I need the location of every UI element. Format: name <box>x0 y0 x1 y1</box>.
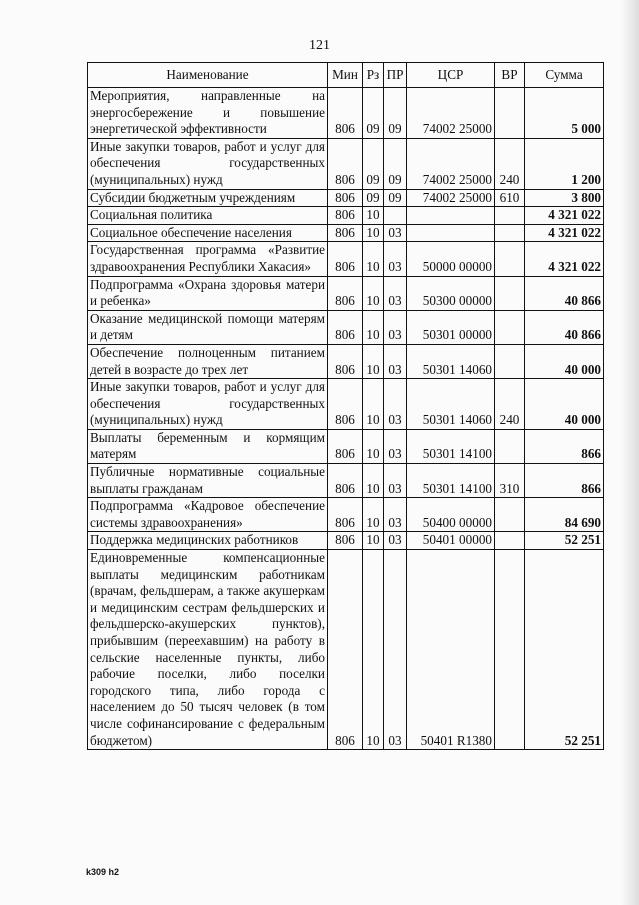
cell-name: Поддержка медицинских работников <box>88 532 328 550</box>
cell-sum: 40 866 <box>525 276 604 310</box>
cell-name: Социальное обеспечение населения <box>88 224 328 242</box>
cell-min: 806 <box>328 276 363 310</box>
cell-csr <box>407 207 495 225</box>
cell-rz: 10 <box>363 276 384 310</box>
cell-pr: 03 <box>384 224 407 242</box>
cell-pr: 03 <box>384 429 407 463</box>
cell-name: Иные закупки товаров, работ и услуг для обеспечения государственных (муниципальных) нужд <box>88 379 328 430</box>
cell-rz: 10 <box>363 464 384 498</box>
cell-min: 806 <box>328 88 363 139</box>
table-row <box>88 464 604 498</box>
cell-csr: 50400 00000 <box>407 498 495 532</box>
cell-vr <box>495 532 525 550</box>
cell-pr: 03 <box>384 532 407 550</box>
cell-vr: 240 <box>495 379 525 430</box>
cell-rz: 09 <box>363 88 384 139</box>
cell-min: 806 <box>328 498 363 532</box>
cell-name: Подпрограмма «Охрана здоровья матери и ребенка» <box>88 276 328 310</box>
cell-name: Обеспечение полноценным питанием детей в возрасте до трех лет <box>88 344 328 378</box>
cell-rz: 10 <box>363 498 384 532</box>
cell-pr: 03 <box>384 379 407 430</box>
cell-min: 806 <box>328 207 363 225</box>
header-rz: Рз <box>363 63 384 88</box>
cell-pr: 09 <box>384 189 407 207</box>
table-row <box>88 498 604 532</box>
cell-rz: 10 <box>363 532 384 550</box>
cell-vr <box>495 498 525 532</box>
cell-min: 806 <box>328 464 363 498</box>
cell-name: Оказание медицинской помощи матерям и детям <box>88 310 328 344</box>
table-row <box>88 310 604 344</box>
header-csr: ЦСР <box>407 63 495 88</box>
page-number: 121 <box>309 38 330 53</box>
cell-name: Социальная политика <box>88 207 328 225</box>
cell-sum: 866 <box>525 464 604 498</box>
cell-sum: 52 251 <box>525 532 604 550</box>
cell-sum: 4 321 022 <box>525 207 604 225</box>
cell-csr: 74002 25000 <box>407 189 495 207</box>
table-row <box>88 276 604 310</box>
cell-sum: 3 800 <box>525 189 604 207</box>
cell-sum: 1 200 <box>525 138 604 189</box>
cell-csr: 50301 14060 <box>407 344 495 378</box>
cell-sum: 5 000 <box>525 88 604 139</box>
cell-min: 806 <box>328 224 363 242</box>
cell-min: 806 <box>328 138 363 189</box>
cell-pr: 03 <box>384 498 407 532</box>
cell-name: Государственная программа «Развитие здравоохранения Республики Хакасия» <box>88 242 328 276</box>
cell-csr: 50301 14060 <box>407 379 495 430</box>
cell-pr: 09 <box>384 138 407 189</box>
table-row <box>88 224 604 242</box>
cell-pr: 03 <box>384 550 407 750</box>
cell-rz: 09 <box>363 138 384 189</box>
cell-min: 806 <box>328 344 363 378</box>
cell-name: Субсидии бюджетным учреждениям <box>88 189 328 207</box>
cell-sum: 4 321 022 <box>525 242 604 276</box>
cell-rz: 10 <box>363 242 384 276</box>
table-row <box>88 344 604 378</box>
cell-sum: 52 251 <box>525 550 604 750</box>
cell-vr <box>495 207 525 225</box>
cell-pr: 03 <box>384 310 407 344</box>
cell-pr: 09 <box>384 88 407 139</box>
table-row <box>88 550 604 750</box>
cell-sum: 40 866 <box>525 310 604 344</box>
cell-csr: 50301 14100 <box>407 464 495 498</box>
table-body <box>88 88 604 750</box>
cell-csr: 74002 25000 <box>407 138 495 189</box>
table-row <box>88 429 604 463</box>
cell-rz: 10 <box>363 379 384 430</box>
footer-code: k309 h2 <box>86 867 120 877</box>
cell-min: 806 <box>328 532 363 550</box>
cell-pr: 03 <box>384 344 407 378</box>
cell-rz: 10 <box>363 224 384 242</box>
cell-min: 806 <box>328 379 363 430</box>
cell-sum: 40 000 <box>525 379 604 430</box>
cell-vr <box>495 276 525 310</box>
cell-vr <box>495 88 525 139</box>
cell-min: 806 <box>328 189 363 207</box>
cell-csr: 50300 00000 <box>407 276 495 310</box>
cell-rz: 10 <box>363 344 384 378</box>
table-row <box>88 532 604 550</box>
cell-vr: 610 <box>495 189 525 207</box>
cell-rz: 10 <box>363 429 384 463</box>
cell-rz: 10 <box>363 310 384 344</box>
cell-vr: 310 <box>495 464 525 498</box>
cell-rz: 10 <box>363 207 384 225</box>
cell-pr: 03 <box>384 464 407 498</box>
cell-min: 806 <box>328 242 363 276</box>
header-vr: ВР <box>495 63 525 88</box>
cell-vr <box>495 429 525 463</box>
cell-csr: 50000 00000 <box>407 242 495 276</box>
cell-rz: 10 <box>363 550 384 750</box>
budget-table <box>87 62 604 750</box>
table-row <box>88 242 604 276</box>
cell-vr <box>495 224 525 242</box>
table-row <box>88 207 604 225</box>
cell-min: 806 <box>328 550 363 750</box>
header-min: Мин <box>328 63 363 88</box>
table-row <box>88 189 604 207</box>
cell-min: 806 <box>328 429 363 463</box>
cell-vr <box>495 344 525 378</box>
cell-pr <box>384 207 407 225</box>
cell-vr <box>495 310 525 344</box>
header-pr: ПР <box>384 63 407 88</box>
table-row <box>88 88 604 139</box>
header-name: Наименование <box>88 63 328 88</box>
cell-csr: 50301 14100 <box>407 429 495 463</box>
cell-csr: 74002 25000 <box>407 88 495 139</box>
table-row <box>88 138 604 189</box>
cell-sum: 84 690 <box>525 498 604 532</box>
table-header-row <box>88 63 604 88</box>
header-sum: Сумма <box>525 63 604 88</box>
cell-csr: 50401 R1380 <box>407 550 495 750</box>
cell-min: 806 <box>328 310 363 344</box>
cell-pr: 03 <box>384 242 407 276</box>
cell-csr: 50301 00000 <box>407 310 495 344</box>
cell-name: Выплаты беременным и кормящим матерям <box>88 429 328 463</box>
cell-vr <box>495 550 525 750</box>
cell-name: Единовременные компенсационные выплаты медицинским работникам (врачам, фельдшерам, а также акушеркам и медицинским сестрам фельдшерских и фельдшерско-акушерских пунктов), прибывшим (переехавшим) на работу в сельские населенные пункты, либо рабочие поселки, либо поселки городского типа, либо города с населением до 50 тысяч человек (в том числе софинансирование с федеральным бюджетом) <box>88 550 328 750</box>
cell-sum: 4 321 022 <box>525 224 604 242</box>
cell-pr: 03 <box>384 276 407 310</box>
cell-vr: 240 <box>495 138 525 189</box>
table-row <box>88 379 604 430</box>
cell-name: Иные закупки товаров, работ и услуг для обеспечения государственных (муниципальных) нужд <box>88 138 328 189</box>
cell-csr <box>407 224 495 242</box>
cell-vr <box>495 242 525 276</box>
cell-rz: 09 <box>363 189 384 207</box>
cell-csr: 50401 00000 <box>407 532 495 550</box>
cell-name: Подпрограмма «Кадровое обеспечение системы здравоохранения» <box>88 498 328 532</box>
cell-sum: 866 <box>525 429 604 463</box>
cell-name: Публичные нормативные социальные выплаты гражданам <box>88 464 328 498</box>
cell-name: Мероприятия, направленные на энергосбережение и повышение энергетической эффективности <box>88 88 328 139</box>
cell-sum: 40 000 <box>525 344 604 378</box>
scan-edge-shadow <box>621 0 639 905</box>
